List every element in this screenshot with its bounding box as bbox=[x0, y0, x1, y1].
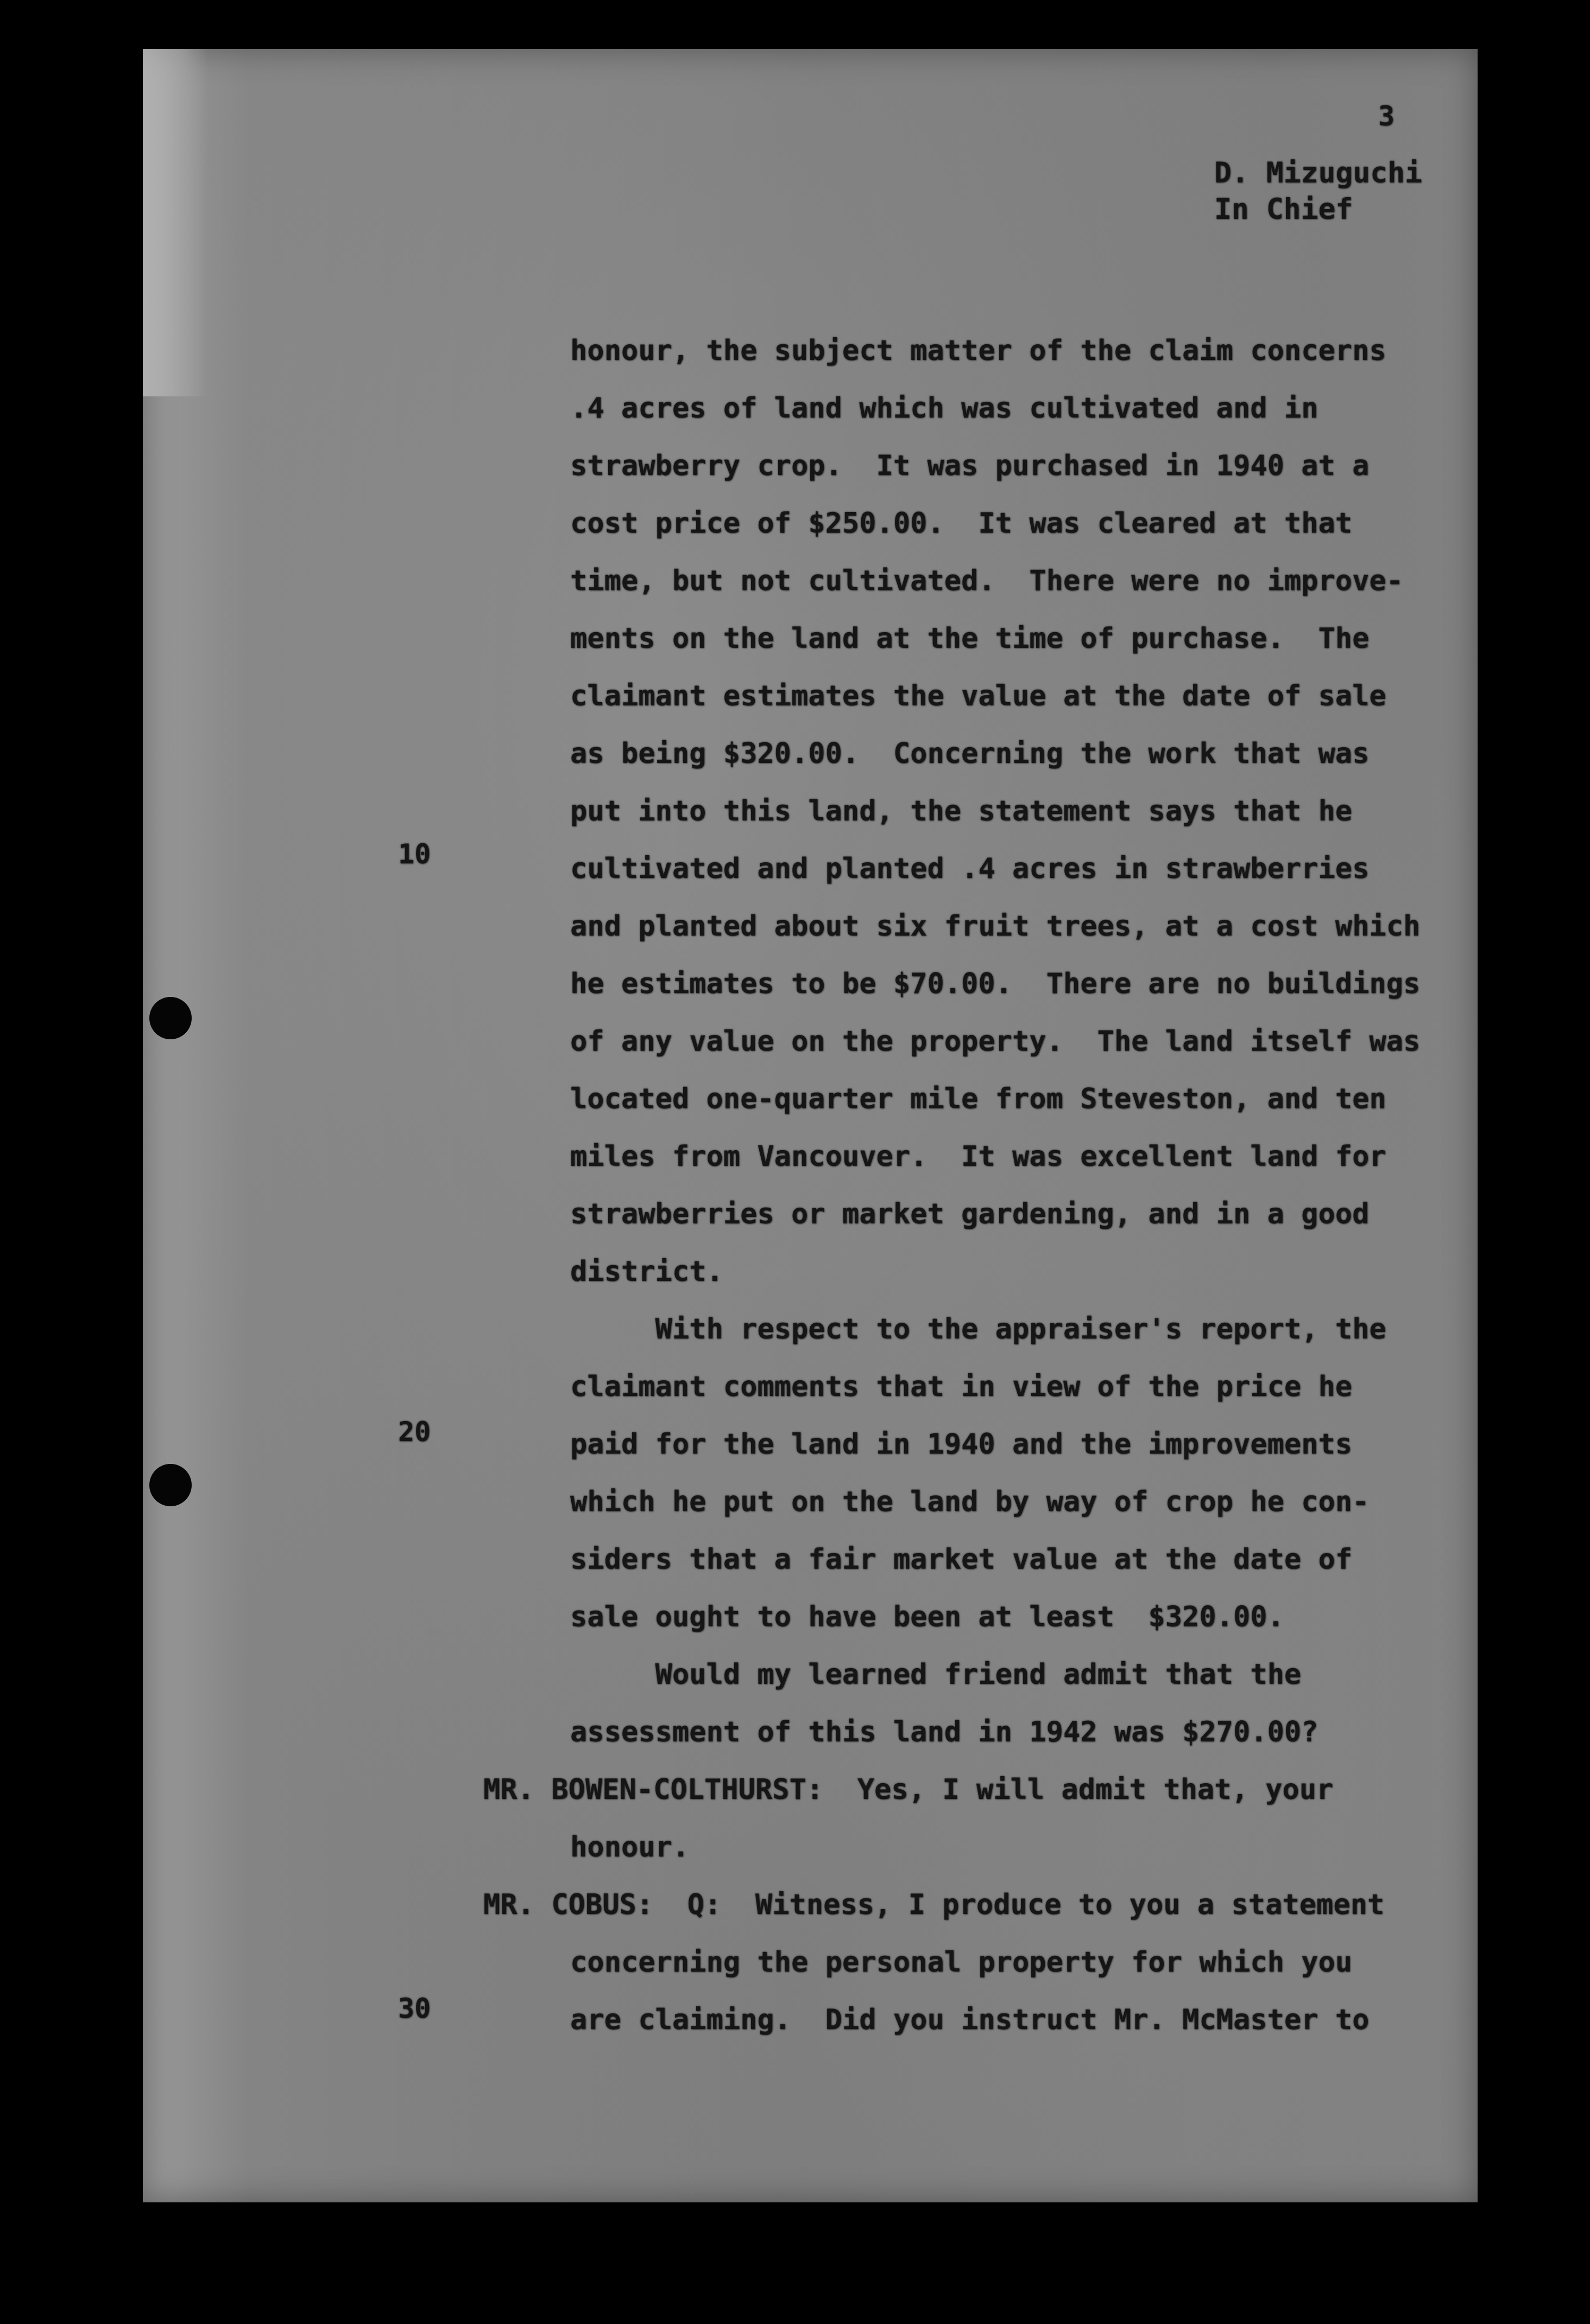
speaker-line: MR. COBUS: Q: Witness, I produce to you a statement bbox=[483, 1889, 1385, 1921]
page-number: 3 bbox=[1378, 100, 1395, 132]
line-number-10: 10 bbox=[398, 838, 431, 870]
text-line: strawberries or market gardening, and in a good bbox=[570, 1198, 1370, 1230]
line-number-20: 20 bbox=[398, 1416, 431, 1448]
speaker-line: MR. BOWEN-COLTHURST: Yes, I will admit that, your bbox=[483, 1773, 1334, 1806]
text-line: time, but not cultivated. There were no improve- bbox=[570, 565, 1404, 597]
text-line: which he put on the land by way of crop he con- bbox=[570, 1486, 1370, 1518]
text-line: miles from Vancouver. It was excellent land for bbox=[570, 1140, 1386, 1173]
text-line: claimant comments that in view of the price he bbox=[570, 1371, 1353, 1403]
witness-name: D. Mizuguchi bbox=[1214, 156, 1422, 190]
text-line: located one-quarter mile from Steveston, and ten bbox=[570, 1083, 1386, 1115]
text-line: paid for the land in 1940 and the improvements bbox=[570, 1428, 1353, 1461]
text-line: strawberry crop. It was purchased in 1940 at a bbox=[570, 450, 1370, 482]
text-line: honour, the subject matter of the claim concerns bbox=[570, 334, 1386, 367]
examination-section: In Chief bbox=[1214, 193, 1353, 226]
text-line: claimant estimates the value at the date of sale bbox=[570, 680, 1386, 712]
text-line: as being $320.00. Concerning the work that was bbox=[570, 737, 1370, 770]
text-line: ments on the land at the time of purchase. The bbox=[570, 622, 1370, 655]
text-line: of any value on the property. The land itself was bbox=[570, 1025, 1421, 1058]
text-line: he estimates to be $70.00. There are no buildings bbox=[570, 968, 1421, 1000]
text-line: cultivated and planted .4 acres in strawberries bbox=[570, 852, 1370, 885]
text-line: Would my learned friend admit that the bbox=[570, 1658, 1302, 1691]
text-line: cost price of $250.00. It was cleared at that bbox=[570, 507, 1353, 540]
text-line: put into this land, the statement says that he bbox=[570, 795, 1353, 828]
text-line: .4 acres of land which was cultivated and in bbox=[570, 392, 1318, 425]
line-number-30: 30 bbox=[398, 1993, 431, 2024]
text-line: are claiming. Did you instruct Mr. McMaster to bbox=[570, 2004, 1370, 2036]
text-line: With respect to the appraiser's report, the bbox=[570, 1313, 1386, 1346]
text-line: sale ought to have been at least $320.00. bbox=[570, 1601, 1284, 1633]
text-line: district. bbox=[570, 1255, 723, 1288]
text-line: concerning the personal property for which you bbox=[570, 1946, 1353, 1979]
text-line: assessment of this land in 1942 was $270.00? bbox=[570, 1716, 1318, 1748]
text-line: honour. bbox=[570, 1831, 690, 1864]
text-line: and planted about six fruit trees, at a cost which bbox=[570, 910, 1421, 943]
text-line: siders that a fair market value at the date of bbox=[570, 1543, 1353, 1576]
